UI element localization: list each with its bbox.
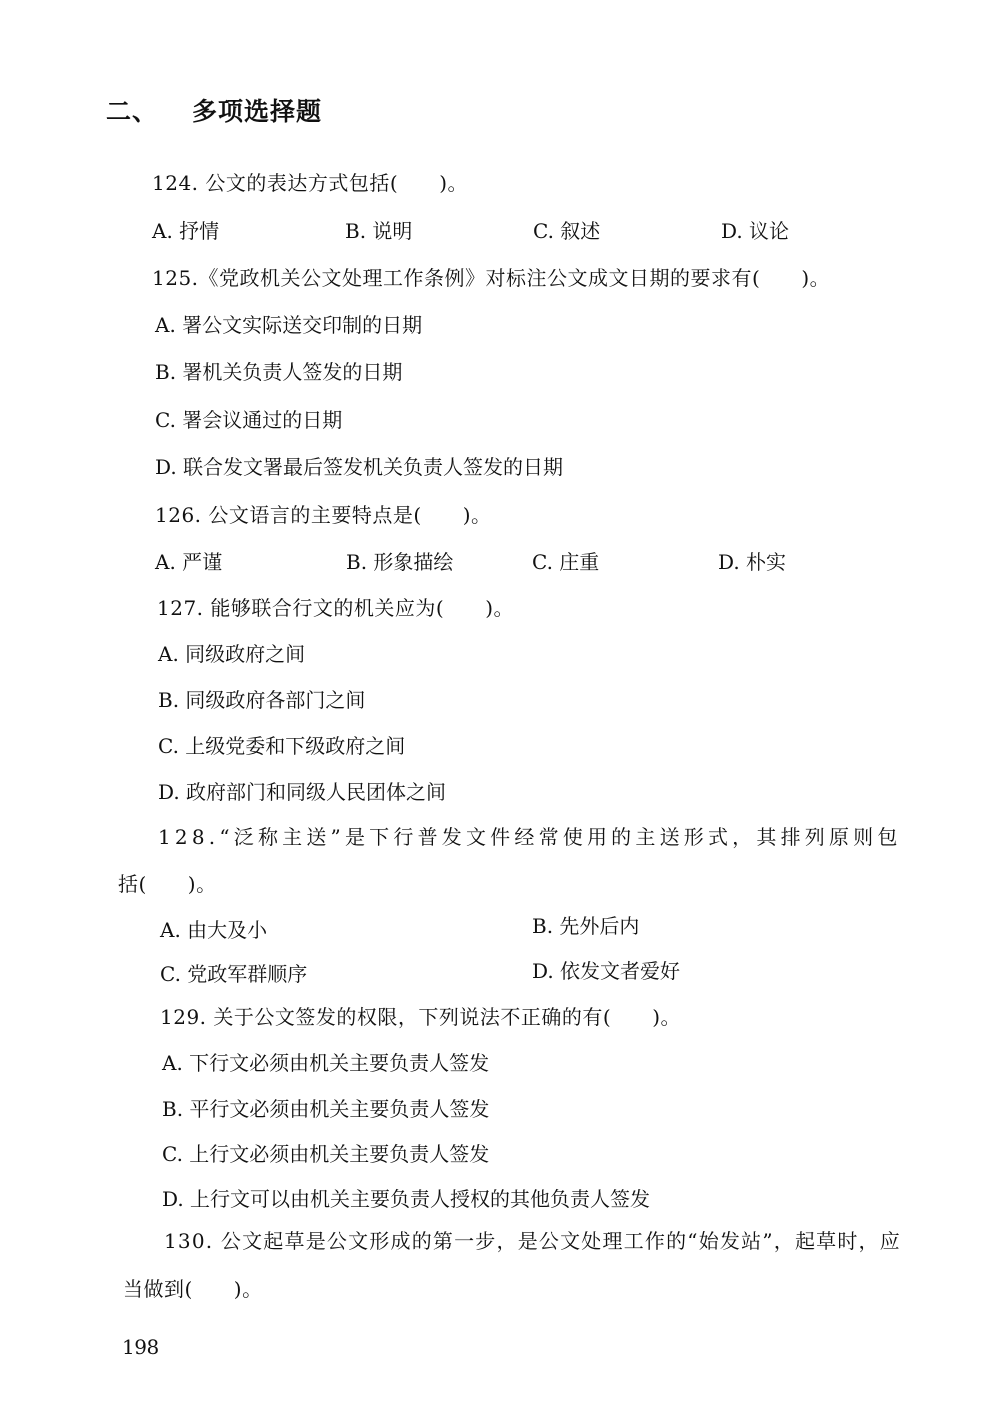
question-127-option-c: C. 上级党委和下级政府之间 — [158, 734, 406, 758]
question-124-option-d: D. 议论 — [721, 219, 790, 243]
question-129-option-a: A. 下行文必须由机关主要负责人签发 — [162, 1051, 490, 1075]
question-127-option-b: B. 同级政府各部门之间 — [158, 688, 366, 712]
question-128-option-d: D. 依发文者爱好 — [532, 959, 681, 983]
question-127-option-a: A. 同级政府之间 — [158, 642, 306, 666]
question-128-option-c: C. 党政军群顺序 — [160, 962, 308, 986]
question-128-stem-line1: 128.“泛称主送”是下行普发文件经常使用的主送形式，其排列原则包 — [158, 825, 902, 849]
question-129-option-c: C. 上行文必须由机关主要负责人签发 — [162, 1142, 490, 1166]
question-128-option-b: B. 先外后内 — [532, 914, 640, 938]
question-125-option-a: A. 署公文实际送交印制的日期 — [155, 313, 423, 337]
question-124-stem: 124. 公文的表达方式包括( )。 — [152, 171, 468, 195]
question-128-stem-line2: 括( )。 — [118, 872, 217, 896]
page-number: 198 — [122, 1335, 159, 1359]
section-heading — [106, 92, 322, 128]
question-126-option-c: C. 庄重 — [532, 550, 600, 574]
question-124-option-a: A. 抒情 — [152, 219, 220, 243]
question-124-option-c: C. 叙述 — [533, 219, 601, 243]
question-129-option-d: D. 上行文可以由机关主要负责人授权的其他负责人签发 — [162, 1187, 651, 1211]
question-130-stem-line1: 130. 公文起草是公文形成的第一步，是公文处理工作的“始发站”，起草时，应 — [164, 1229, 901, 1253]
question-126-option-d: D. 朴实 — [718, 550, 787, 574]
section-title: 多项选择题 — [192, 97, 323, 126]
question-125-option-d: D. 联合发文署最后签发机关负责人签发的日期 — [155, 455, 564, 479]
question-127-option-d: D. 政府部门和同级人民团体之间 — [158, 780, 447, 804]
question-126-option-b: B. 形象描绘 — [346, 550, 454, 574]
question-128-option-a: A. 由大及小 — [160, 918, 268, 942]
question-125-option-b: B. 署机关负责人签发的日期 — [155, 360, 403, 384]
question-125-option-c: C. 署会议通过的日期 — [155, 408, 343, 432]
question-129-option-b: B. 平行文必须由机关主要负责人签发 — [162, 1097, 490, 1121]
question-126-option-a: A. 严谨 — [155, 550, 223, 574]
section-number: 二、 — [106, 97, 159, 126]
question-124-option-b: B. 说明 — [345, 219, 413, 243]
question-125-stem: 125.《党政机关公文处理工作条例》对标注公文成文日期的要求有( )。 — [152, 266, 831, 290]
question-127-stem: 127. 能够联合行文的机关应为( )。 — [157, 596, 514, 620]
question-126-stem: 126. 公文语言的主要特点是( )。 — [155, 503, 492, 527]
question-129-stem: 129. 关于公文签发的权限，下列说法不正确的有( )。 — [160, 1005, 681, 1029]
question-130-stem-line2: 当做到( )。 — [123, 1277, 263, 1301]
